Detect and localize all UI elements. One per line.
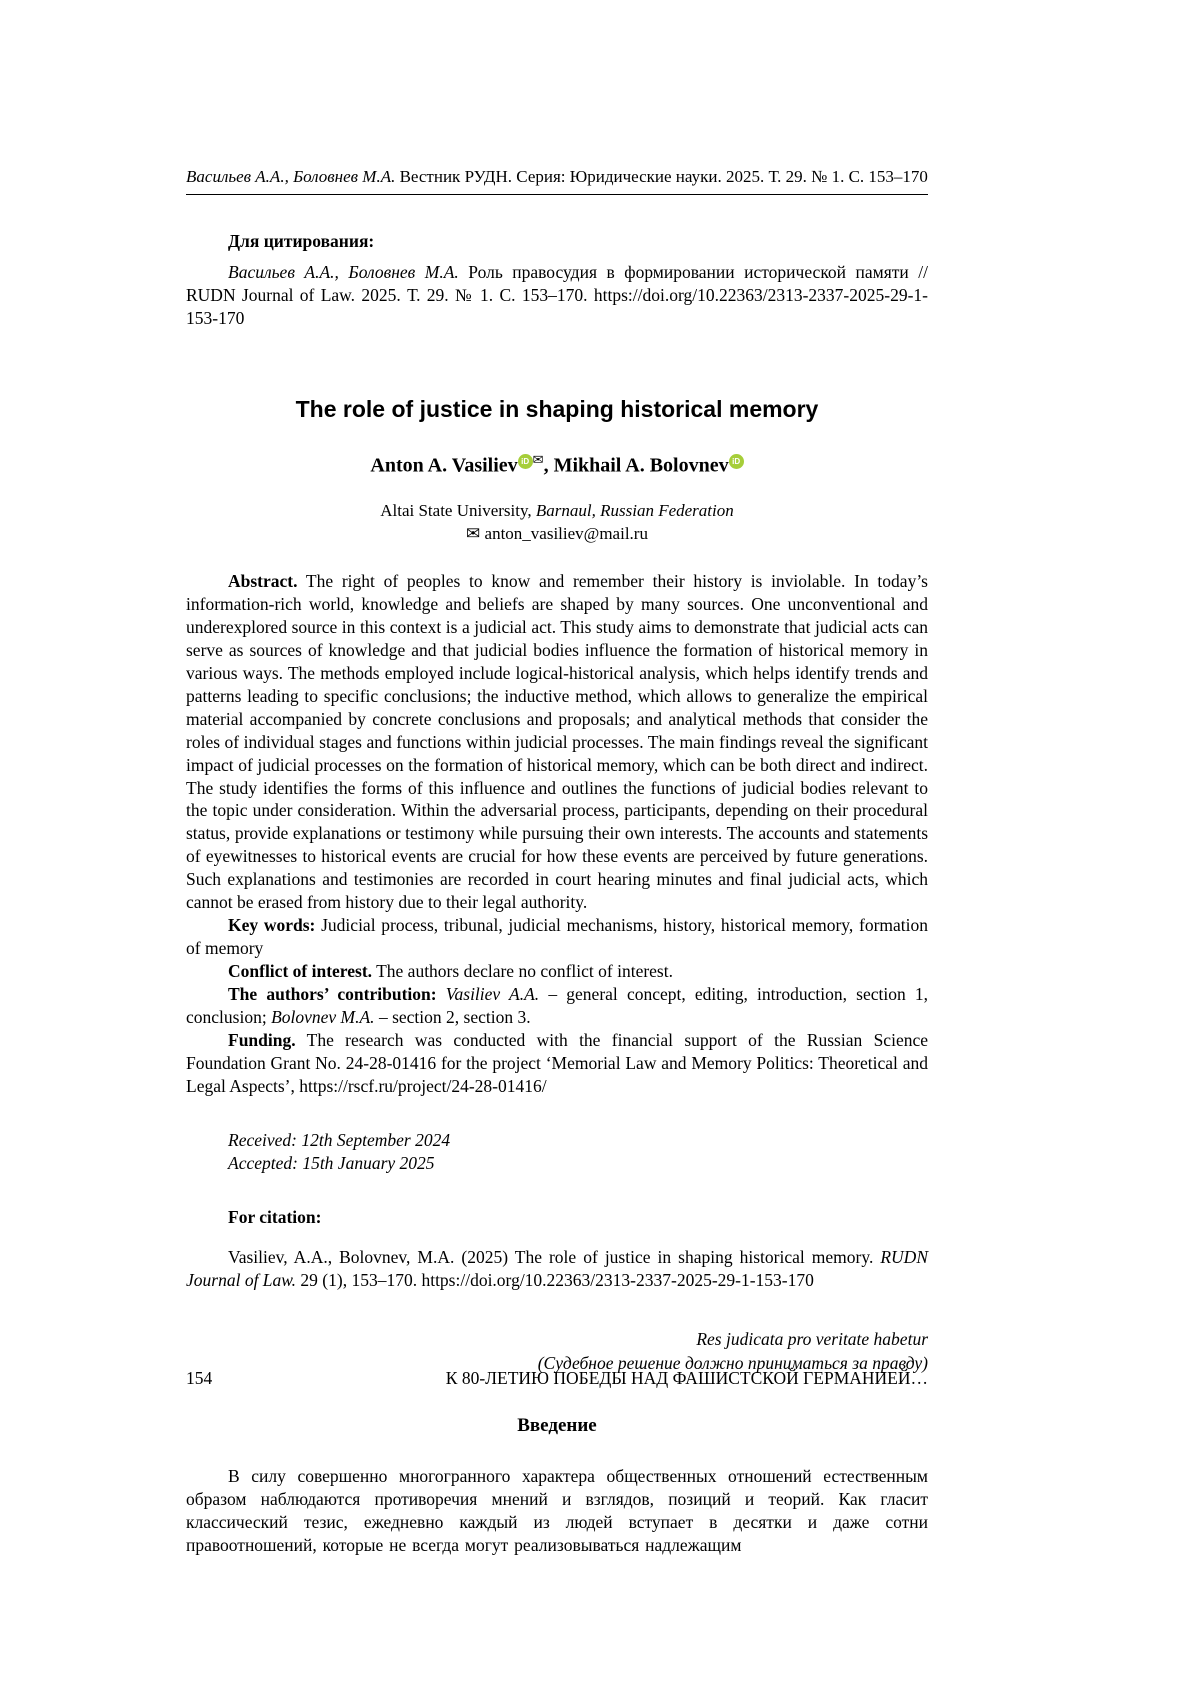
running-head-authors: Васильев А.А., Боловнев М.А. — [186, 167, 396, 186]
for-citation-en-text — [186, 1246, 928, 1292]
affiliation — [186, 501, 928, 521]
for-citation-en-label: For citation: — [228, 1207, 322, 1228]
keywords-text: Judicial process, tribunal, judicial mechanisms, history, historical memory, formation of memory — [186, 915, 928, 959]
contribution-label: The authors’ contribution: — [228, 983, 437, 1004]
introduction-heading: Введение — [517, 1415, 597, 1437]
dates-block — [228, 1129, 928, 1175]
for-citation-en-body-2: 29 (1), 153–170. https://doi.org/10.22363/2313-2337-2025-29-1-153-170 — [296, 1270, 814, 1291]
for-citation-ru-authors: Васильев А.А., Боловнев М.А. — [228, 262, 459, 283]
conflict-of-interest — [186, 960, 928, 983]
footer-running-title: К 80-ЛЕТИЮ ПОБЕДЫ НАД ФАШИСТСКОЙ ГЕРМАНИЕЙ… — [445, 1368, 928, 1388]
epigraph-translation: (Судебное решение должно приниматься за правду) — [537, 1352, 928, 1373]
email-line — [186, 524, 928, 544]
for-citation-en-journal: RUDN Journal of Law. — [186, 1247, 928, 1291]
conflict-label: Conflict of interest. — [228, 960, 373, 981]
funding-label: Funding. — [228, 1029, 296, 1050]
accepted-date: Accepted: 15th January 2025 — [228, 1153, 435, 1174]
page-footer — [186, 1368, 928, 1389]
author-2: Mikhail A. Bolovnev — [553, 454, 729, 477]
abstract-label: Abstract. — [228, 571, 298, 592]
running-head-journal: Вестник РУДН. Серия: Юридические науки. 2025. Т. 29. № 1. С. 153–170 — [395, 167, 928, 186]
header-rule — [186, 194, 928, 195]
contribution-author-2: Bolovnev M.A. — [271, 1006, 375, 1027]
abstract — [186, 570, 928, 914]
funding-text: The research was conducted with the financial support of the Russian Science Foundation Grant No. 24-28-01416 for the project ‘Memorial Law and Memory Politics: Theoretical and Legal Aspects’, https://rscf.ru/project/24-28-01416/ — [186, 1029, 928, 1096]
email-icon[interactable]: ✉ — [466, 524, 481, 544]
contribution-text-2: – section 2, section 3. — [374, 1006, 531, 1027]
orcid-icon[interactable]: iD — [518, 454, 533, 469]
epigraph-latin: Res judicata pro veritate habetur — [696, 1329, 928, 1350]
conflict-text: The authors declare no conflict of interest. — [372, 960, 673, 981]
authors-separator: , — [543, 454, 554, 477]
orcid-icon[interactable]: iD — [729, 454, 744, 469]
affiliation-location: Barnaul, Russian Federation — [535, 501, 734, 521]
keywords — [186, 914, 928, 960]
author-1: Anton A. Vasiliev — [370, 454, 518, 477]
keywords-label: Key words: — [228, 915, 316, 936]
contribution-author-1: Vasiliev A.A. — [436, 983, 540, 1004]
introduction-paragraph: В силу совершенно многогранного характера общественных отношений естественным образом наблюдаются противоречия мнений и взглядов, позиций и теорий. Как гласит классический тезис, ежедневно каждый из людей вступает в десятки и даже сотни правоотношений, которые не всегда могут реализовываться надлежащим — [186, 1466, 928, 1556]
for-citation-ru-label: Для цитирования: — [228, 231, 375, 252]
funding — [186, 1029, 928, 1098]
received-date: Received: 12th September 2024 — [228, 1130, 451, 1151]
article-title: The role of justice in shaping historical memory — [295, 396, 819, 423]
page-number: 154 — [186, 1368, 213, 1388]
email-address[interactable]: anton_vasiliev@mail.ru — [484, 524, 648, 544]
abstract-text: The right of peoples to know and remember their history is inviolable. In today’s information-rich world, knowledge and beliefs are shaped by many sources. One unconventional and underexplored source in this context is a judicial act. This study aims to demonstrate that judicial acts can serve as sources of knowledge and that judicial bodies influence the formation of historical memory in various ways. The methods employed include logical-historical analysis, which helps identify trends and patterns leading to specific conclusions; the inductive method, which allows to generalize the empirical material accompanied by concrete conclusions and proposals; and analytical methods that consider the roles of individual stages and functions within judicial processes. The main findings reveal the significant impact of judicial processes on the formation of historical memory, which can be both direct and indirect. The study identifies the forms of this influence and outlines the functions of judicial bodies relevant to the topic under consideration. Within the adversarial process, participants, depending on their procedural status, provide explanations or testimony while pursuing their own interests. The accounts and statements of eyewitnesses to historical events are crucial for how these events are perceived by future generations. Such explanations and testimonies are recorded in court hearing minutes and final judicial acts, which cannot be erased from history due to their legal authority. — [186, 571, 928, 913]
authors-line — [186, 452, 928, 478]
for-citation-ru-body: Роль правосудия в формировании исторической памяти // RUDN Journal of Law. 2025. Т. 29. № 1. С. 153–170. https://doi.org/10.22363/2313-2337-2025-29-1-153-170 — [186, 262, 929, 329]
for-citation-en-body-1: Vasiliev, A.A., Bolovnev, M.A. (2025) The role of justice in shaping historical memory. — [228, 1247, 881, 1268]
email-icon[interactable]: ✉ — [532, 451, 544, 467]
authors-contribution — [186, 983, 928, 1029]
contribution-text-1: – general concept, editing, introduction, section 1, conclusion; — [186, 983, 929, 1027]
affiliation-institution: Altai State University, — [380, 501, 536, 521]
running-head — [186, 166, 928, 187]
for-citation-ru-text — [186, 261, 928, 330]
